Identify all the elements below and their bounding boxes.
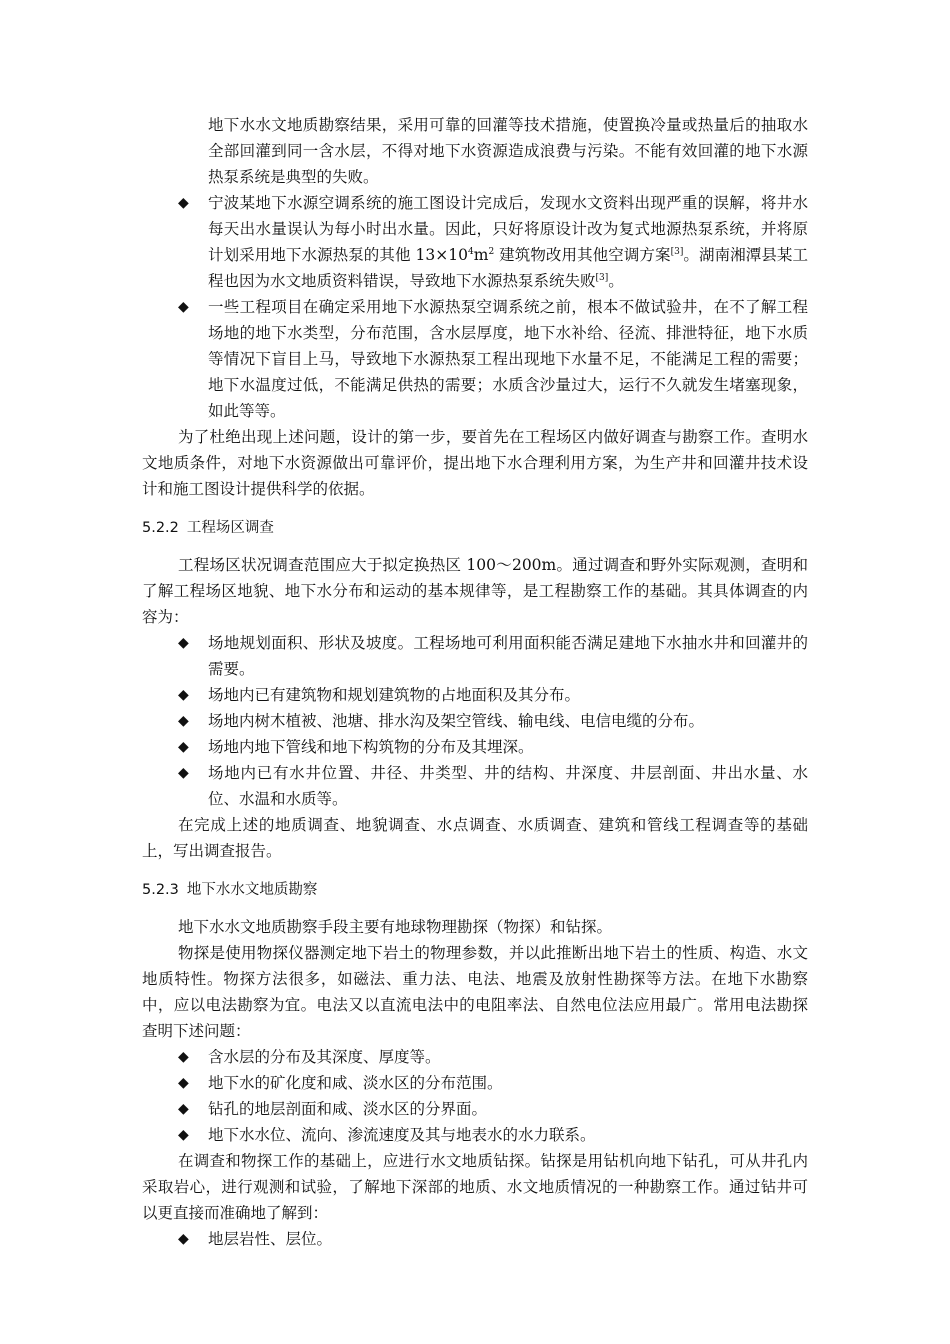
section-number: 5.2.2 xyxy=(142,520,179,536)
list-item xyxy=(142,294,808,424)
list-item xyxy=(142,630,808,682)
diamond-bullet-icon: ◆ xyxy=(178,1127,189,1143)
list-item xyxy=(142,760,808,812)
list-item xyxy=(142,682,808,708)
list-item-text: 地下水水位、流向、渗流速度及其与地表水的水力联系。 xyxy=(208,1126,596,1144)
diamond-bullet-icon: ◆ xyxy=(178,713,189,729)
paragraph: 工程场区状况调查范围应大于拟定换热区 100～200m。通过调查和野外实际观测，查明和了解工程场区地貌、地下水分布和运动的基本规律等，是工程勘察工作的基础。其具体调查的内容为： xyxy=(142,556,808,626)
diamond-bullet-icon: ◆ xyxy=(178,1101,189,1117)
paragraph: 在完成上述的地质调查、地貌调查、水点调查、水质调查、建筑和管线工程调查等的基础上，写出调查报告。 xyxy=(142,816,808,860)
citation-ref: [3] xyxy=(595,272,609,283)
list-item-text: 一些工程项目在确定采用地下水源热泵空调系统之前，根本不做试验井，在不了解工程场地的地下水类型，分布范围，含水层厚度，地下水补给、径流、排泄特征，地下水质等情况下盲目上马，导致地下水源热泵工程出现地下水量不足，不能满足工程的需要；地下水温度过低，不能满足供热的需要；水质含沙量过大，运行不久就发生堵塞现象，如此等等。 xyxy=(208,298,808,420)
diamond-bullet-icon: ◆ xyxy=(178,1075,189,1091)
section-heading-5-2-2 xyxy=(142,516,808,540)
list-item xyxy=(142,190,808,294)
list-item-text: 场地内已有建筑物和规划建筑物的占地面积及其分布。 xyxy=(208,686,581,704)
list-item xyxy=(142,1070,808,1096)
paragraph: 在调查和物探工作的基础上，应进行水文地质钻探。钻探是用钻机向地下钻孔，可从井孔内采取岩心，进行观测和试验，了解地下深部的地质、水文地质情况的一种勘察工作。通过钻井可以更直接而准确地了解到： xyxy=(142,1152,808,1222)
list-item xyxy=(142,734,808,760)
section-title: 地下水水文地质勘察 xyxy=(186,882,318,898)
bullet-continuation: 地下水水文地质勘察结果，采用可靠的回灌等技术措施，使置换冷量或热量后的抽取水全部回灌到同一含水层，不得对地下水资源造成浪费与污染。不能有效回灌的地下水源热泵系统是典型的失败。 xyxy=(208,116,808,186)
list-item xyxy=(142,1044,808,1070)
list-item xyxy=(142,1226,808,1252)
diamond-bullet-icon: ◆ xyxy=(178,765,189,781)
list-item xyxy=(142,1096,808,1122)
list-item xyxy=(142,1122,808,1148)
section-number: 5.2.3 xyxy=(142,882,179,898)
paragraph: 物探是使用物探仪器测定地下岩土的物理参数，并以此推断出地下岩土的性质、构造、水文地质特性。物探方法很多，如磁法、重力法、电法、地震及放射性勘探等方法。在地下水勘察中，应以电法勘察为宜。电法又以直流电法中的电阻率法、自然电位法应用最广。常用电法勘探查明下述问题： xyxy=(142,944,808,1040)
diamond-bullet-icon: ◆ xyxy=(178,1231,189,1247)
list-item-text: 场地内已有水井位置、井径、井类型、井的结构、井深度、井层剖面、井出水量、水位、水温和水质等。 xyxy=(208,764,808,808)
list-item-text: 场地规划面积、形状及坡度。工程场地可利用面积能否满足建地下水抽水井和回灌井的需要。 xyxy=(208,634,808,678)
diamond-bullet-icon: ◆ xyxy=(178,299,189,315)
diamond-bullet-icon: ◆ xyxy=(178,635,189,651)
citation-ref: [3] xyxy=(670,246,684,257)
list-item xyxy=(142,708,808,734)
section-heading-5-2-3 xyxy=(142,878,808,902)
list-item-text: 含水层的分布及其深度、厚度等。 xyxy=(208,1048,441,1066)
paragraph: 为了杜绝出现上述问题，设计的第一步，要首先在工程场区内做好调查与勘察工作。查明水文地质条件，对地下水资源做出可靠评价，提出地下水合理利用方案，为生产井和回灌井技术设计和施工图设计提供科学的依据。 xyxy=(142,428,808,498)
diamond-bullet-icon: ◆ xyxy=(178,1049,189,1065)
list-item-text: 地下水的矿化度和咸、淡水区的分布范围。 xyxy=(208,1074,503,1092)
diamond-bullet-icon: ◆ xyxy=(178,687,189,703)
list-item-text: 场地内地下管线和地下构筑物的分布及其埋深。 xyxy=(208,738,534,756)
paragraph: 地下水水文地质勘察手段主要有地球物理勘探（物探）和钻探。 xyxy=(178,918,613,936)
page-content xyxy=(142,112,808,1252)
diamond-bullet-icon: ◆ xyxy=(178,195,189,211)
diamond-bullet-icon: ◆ xyxy=(178,739,189,755)
section-title: 工程场区调查 xyxy=(186,520,274,536)
list-item-text: 场地内树木植被、池塘、排水沟及架空管线、输电线、电信电缆的分布。 xyxy=(208,712,705,730)
list-item-text: 钻孔的地层剖面和咸、淡水区的分界面。 xyxy=(208,1100,488,1118)
list-item-text: 地层岩性、层位。 xyxy=(208,1230,333,1248)
list-item-text: 宁波某地下水源空调系统的施工图设计完成后，发现水文资料出现严重的误解，将井水每天出水量误认为每小时出水量。因此，只好将原设计改为复式地源热泵系统，并将原计划采用地下水源热泵的其他 $13\times 10^4m^2$ 建筑物改用其他空调方案[3]。湖南湘潭县某工程也因为水文地质资料错误，导致地下水源热泵系统失败[3]。 xyxy=(208,194,808,290)
